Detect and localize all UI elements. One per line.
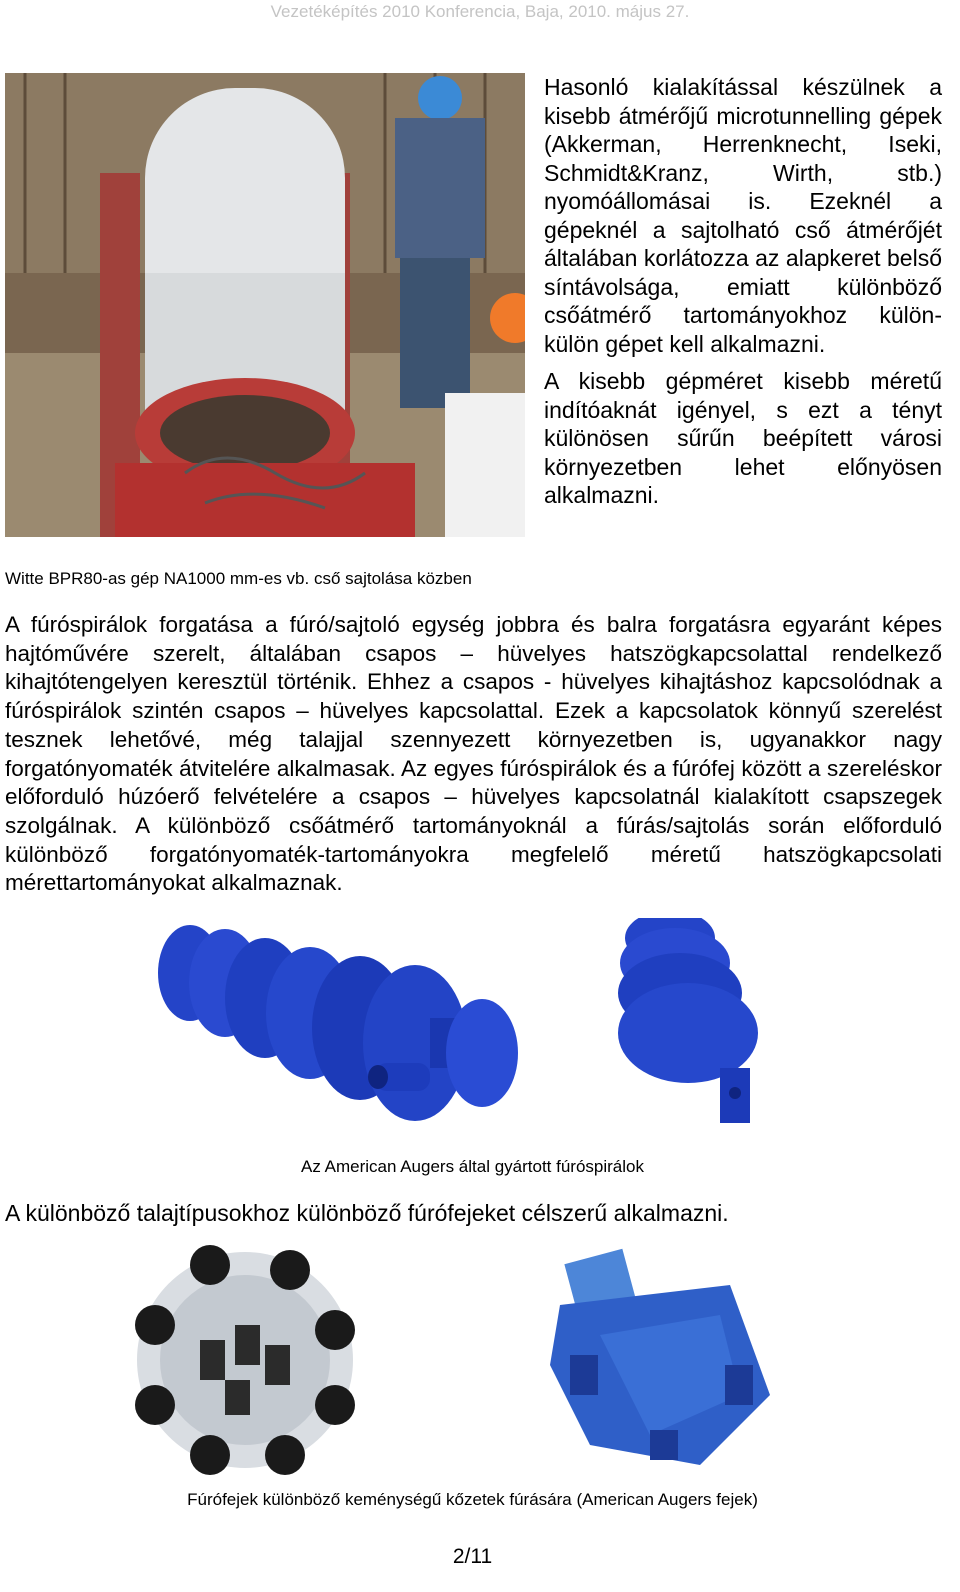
augers-caption: Az American Augers által gyártott fúróspirálok (301, 1157, 644, 1176)
page-header: Vezetéképítés 2010 Konferencia, Baja, 2010. május 27. (270, 2, 690, 21)
main-paragraph: A fúróspirálok forgatása a fúró/sajtoló egység jobbra és balra forgatásra egyaránt képes hajtóművére szerelt, általában csapos – hüvelyes hatszögkapcsolattal rendelkező kihajtótengelyen keresztül történik. Ehhez a csapos - hüvelyes kihajtáshoz kapcsolódnak a fúróspirálok szintén csapos – hüvelyes kapcsolattal. Ezek a kapcsolatok könnyű szerelést tesznek lehetővé, még talajjal szennyezett környezetben is, ugyanakkor nagy forgatónyomaték átvitelére alkalmasak. Az egyes fúróspirálok és a fúrófej között a szereléskor előforduló húzóerő felvételére a csapos – hüvelyes kapcsolatnál kialakított csapszegek szolgálnak. A különböző csőátmérő tartományoknál a fúrás/sajtolás során előforduló különböző forgatónyomaték-tartományokra megfelelő méretű hatszögkapcsolati mérettartományokat alkalmaznak. (5, 612, 942, 896)
augers-image (150, 918, 790, 1140)
side-paragraph-1: Hasonló kialakítással készülnek a kisebb átmérőjű microtunnelling gépek (Akkerman, Herrenknecht, Iseki, Schmidt&Kranz, Wirth, stb.) nyomóállomásai is. Ezeknél a gépeknél a sajtolható cső átmérőjét általában korlátozza az alapkeret belső síntávolsága, emiatt különböző csőátmérő tartományokhoz külön-külön gépet kell alkalmazni. (544, 74, 942, 357)
machine-photo (5, 73, 525, 537)
rock-head-right (550, 1249, 770, 1465)
side-paragraph-2: A kisebb gépméret kisebb méretű indítóaknát igényel, s ezt a tényt különösen sűrűn beépített városi környezetben lehet előnyösen alkalmazni. (544, 368, 942, 508)
rock-head-left (135, 1245, 355, 1475)
drill-heads-caption: Fúrófejek különböző keménységű kőzetek fúrására (American Augers fejek) (187, 1490, 758, 1509)
photo-caption: Witte BPR80-as gép NA1000 mm-es vb. cső sajtolása közben (5, 569, 472, 588)
drill-heads-sentence: A különböző talajtípusokhoz különböző fúrófejeket célszerű alkalmazni. (5, 1200, 729, 1226)
drill-heads-image (130, 1245, 790, 1477)
auger-right (618, 918, 758, 1123)
page-number: 2/11 (452, 1545, 493, 1568)
side-text-block (544, 73, 942, 519)
auger-left (158, 925, 518, 1121)
